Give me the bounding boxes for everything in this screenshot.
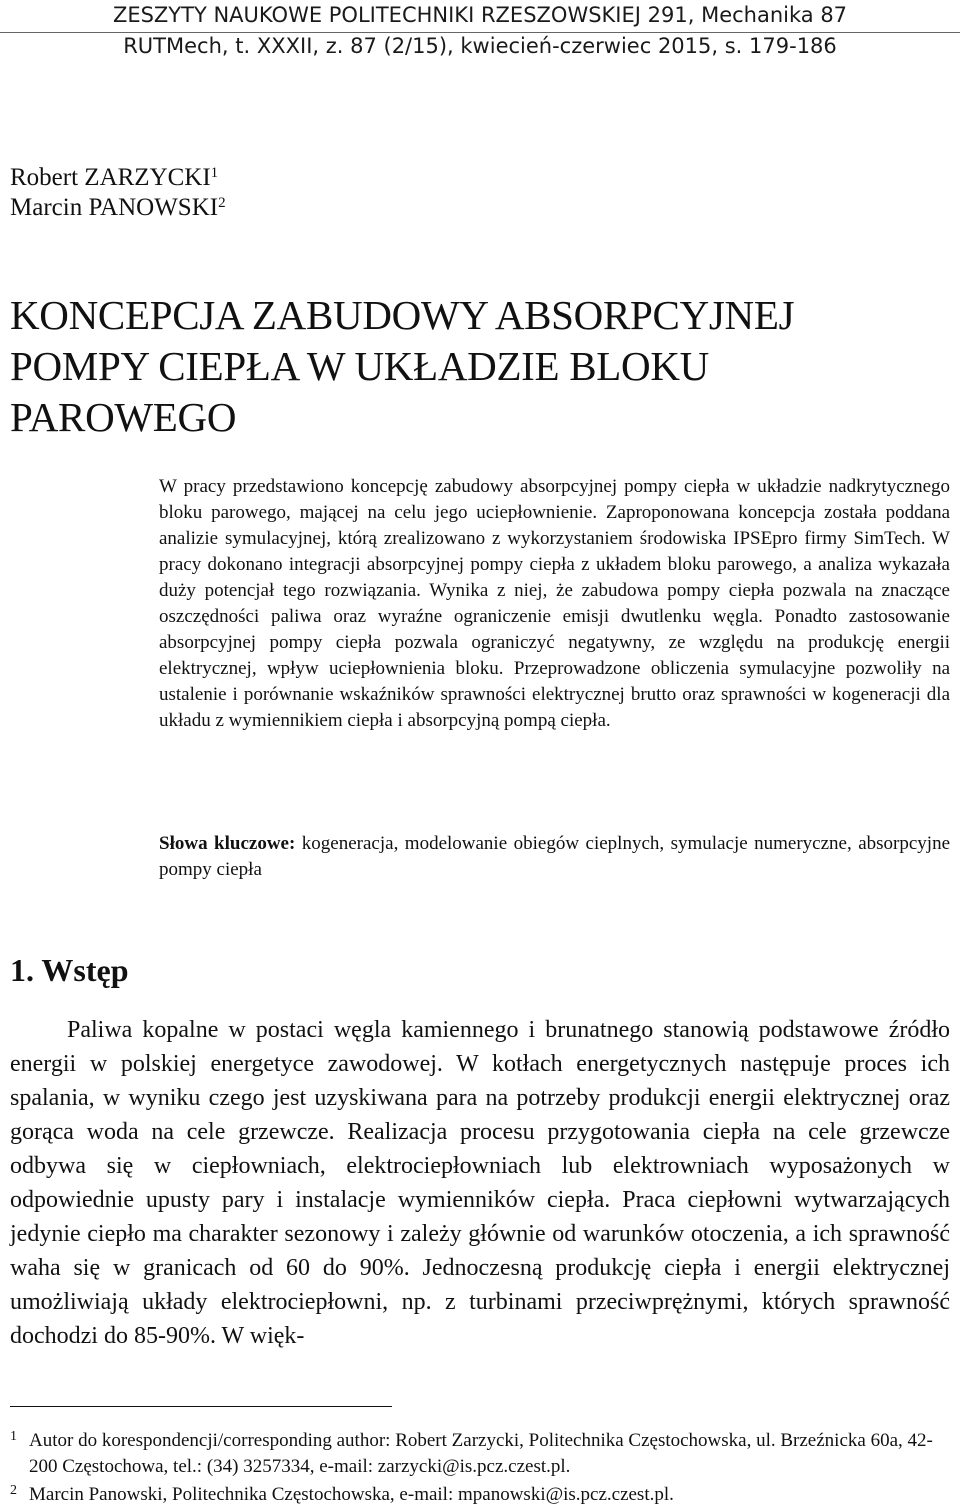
author-footnote-mark: 1	[210, 165, 219, 181]
author-list	[10, 163, 226, 223]
paper-title	[10, 290, 950, 443]
footnote-text: Autor do korespondencji/corresponding author: Robert Zarzycki, Politechnika Częstochowska, ul. Brzeźnicka 60a, 42-200 Częstochowa, tel.: (34) 3257334, e-mail: zarzycki@is.pcz.czest.pl.	[29, 1430, 933, 1477]
journal-header-line-1: ZESZYTY NAUKOWE POLITECHNIKI RZESZOWSKIEJ 291, Mechanika 87	[112, 3, 848, 27]
footnote-2	[10, 1482, 950, 1508]
author-name: Marcin PANOWSKI	[10, 194, 219, 221]
body-paragraph: Paliwa kopalne w postaci węgla kamiennego i brunatnego stanowią podstawowe źródło energii w polskiej energetyce zawodowej. W kotłach energetycznych następuje proces ich spalania, w wyniku czego jest uzyskiwana para na potrzeby produkcji energii elektrycznej oraz gorąca woda na cele grzewcze. Realizacja procesu przygotowania ciepła na cele grzewcze odbywa się w ciepłowniach, elektrociepłowniach lub elektrowniach wyposażonych w odpowiednie upusty pary i instalacje wymienników ciepła. Praca ciepłowni wytwarzających jedynie ciepło ma charakter sezonowy i zależy głównie od warunków otoczenia, a ich sprawność waha się w granicach od 60 do 90%. Jednoczesną produkcję ciepła i energii elektrycznej umożliwiają układy elektrociepłowni, np. z turbinami przeciwprężnymi, których sprawność dochodzi do 85-90%. W więk-	[10, 1017, 950, 1349]
keywords-label: Słowa kluczowe:	[159, 833, 296, 854]
footnote-number: 2	[10, 1483, 17, 1498]
abstract: W pracy przedstawiono koncepcję zabudowy absorpcyjnej pompy ciepła w układzie nadkrytycznego bloku parowego, mającej na celu jego uciepłownienie. Zaproponowana koncepcja została poddana analizie symulacyjnej, którą zrealizowano z wykorzystaniem środowiska IPSEpro firmy SimTech. W pracy dokonano integracji absorpcyjnej pompy ciepła z układem bloku parowego, a analiza wykazała duży potencjał tego rozwiązania. Wynika z niej, że zabudowa pompy ciepła pozwala na znaczące oszczędności paliwa oraz wyraźne ograniczenie emisji dwutlenku węgla. Ponadto zastosowanie absorpcyjnej pompy ciepła pozwala ograniczyć negatywny, ze względu na produkcję energii elektrycznej, wpływ uciepłownienia bloku. Przeprowadzone obliczenia symulacyjne pozwoliły na ustalenie i porównanie wskaźników sprawności elektrycznej brutto oraz sprawności w kogeneracji dla układu z wymiennikiem ciepła i absorpcyjną pompą ciepła.	[159, 476, 950, 731]
section-heading: 1. Wstęp	[10, 952, 129, 988]
header-divider	[0, 32, 960, 33]
author-2	[10, 193, 226, 223]
footnote-text: Marcin Panowski, Politechnika Częstochowska, e-mail: mpanowski@is.pcz.czest.pl.	[29, 1484, 674, 1505]
keywords-text: kogeneracja, modelowanie obiegów cieplnych, symulacje numeryczne, absorpcyjne pompy ciepła	[159, 833, 950, 880]
journal-header	[0, 0, 960, 62]
footnote-1	[10, 1428, 950, 1480]
paper-title-line-1: KONCEPCJA ZABUDOWY ABSORPCYJNEJ	[10, 292, 795, 338]
footnote-number: 1	[10, 1429, 17, 1444]
paper-title-line-2: POMPY CIEPŁA W UKŁADZIE BLOKU	[10, 343, 709, 389]
footnote-divider	[10, 1406, 392, 1407]
keywords	[159, 831, 950, 883]
journal-header-line-2: RUTMech, t. XXXII, z. 87 (2/15), kwiecień-czerwiec 2015, s. 179-186	[123, 34, 837, 58]
author-footnote-mark: 2	[218, 195, 226, 211]
author-1	[10, 163, 226, 193]
paper-title-line-3: PAROWEGO	[10, 394, 237, 440]
author-name: Robert ZARZYCKI	[10, 164, 211, 191]
